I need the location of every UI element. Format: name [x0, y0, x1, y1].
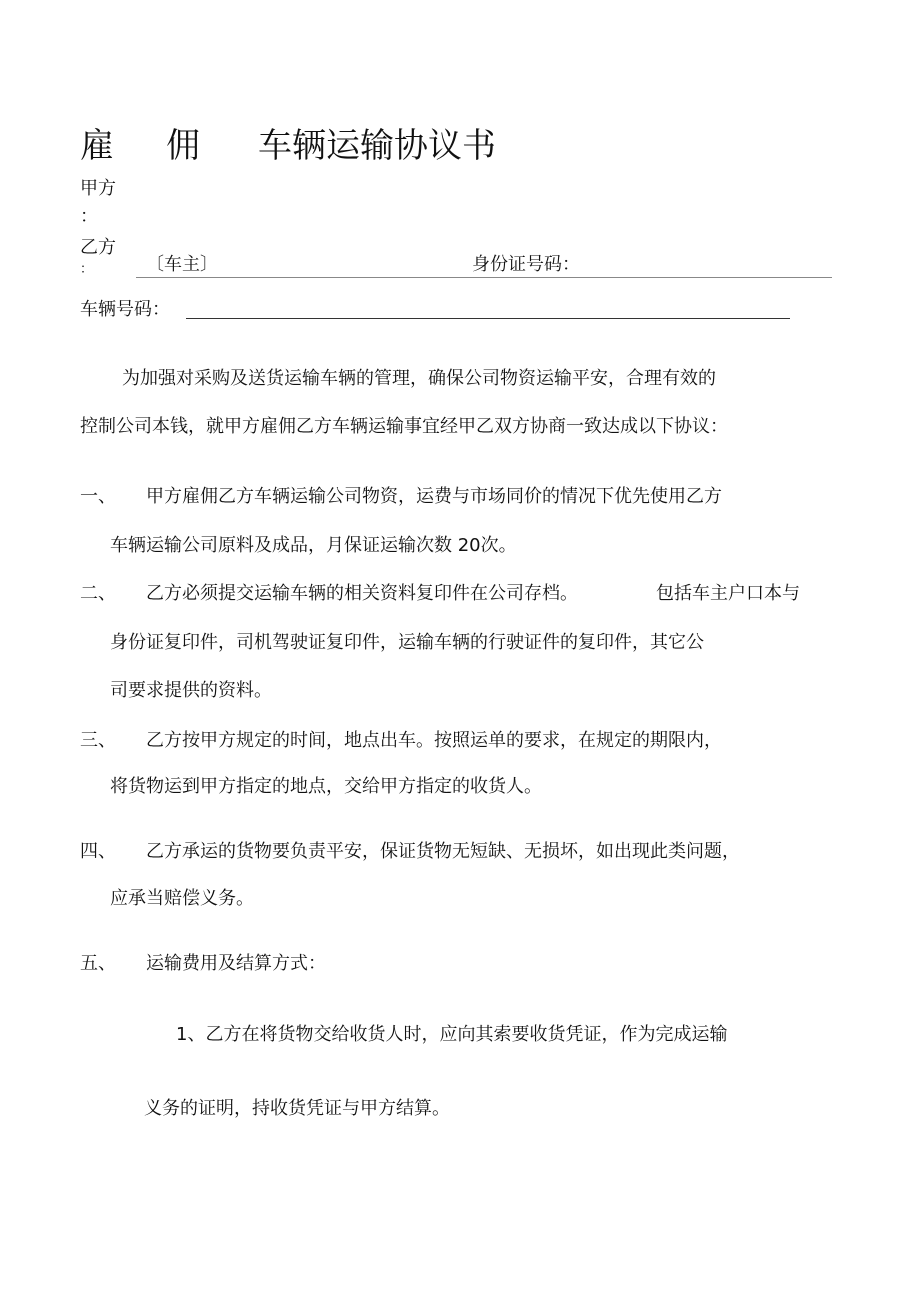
clause-5-line-1: 运输费用及结算方式：	[146, 953, 326, 974]
vehicle-number-label: 车辆号码：	[80, 299, 170, 320]
clause-3-line-2: 将货物运到甲方指定的地点，交给甲方指定的收货人。	[110, 776, 542, 797]
party-b-owner-note: 〔车主〕	[146, 254, 218, 275]
clause-1-number: 一、	[80, 486, 116, 507]
clause-2-number: 二、	[80, 583, 116, 604]
title-char-2: 佣	[166, 126, 200, 166]
clause-3-line-1: 乙方按甲方规定的时间，地点出车。按照运单的要求，在规定的期限内，	[146, 730, 722, 751]
clause-2-line-3: 司要求提供的资料。	[110, 680, 272, 701]
clause-3-number: 三、	[80, 730, 116, 751]
party-b-colon: ：	[80, 262, 94, 277]
clause-5-number: 五、	[80, 953, 116, 974]
clause-1-line-2: 车辆运输公司原料及成品，月保证运输次数 20次。	[110, 535, 517, 556]
document-title: 车辆运输协议书	[258, 126, 496, 166]
party-b-id-label: 身份证号码：	[472, 254, 580, 275]
clause-4-line-2: 应承当赔偿义务。	[110, 888, 254, 909]
clause-2-line-1b: 包括车主户口本与	[656, 583, 800, 604]
party-a-colon: ：	[80, 206, 98, 227]
party-b-fill-line	[136, 277, 832, 278]
party-b-label: 乙方	[80, 237, 116, 258]
clause-4-number: 四、	[80, 841, 116, 862]
clause-4-line-1: 乙方承运的货物要负责平安，保证货物无短缺、无损坏，如出现此类问题，	[146, 841, 740, 862]
vehicle-number-fill-line	[186, 318, 790, 319]
clause-2-line-2: 身份证复印件，司机驾驶证复印件，运输车辆的行驶证件的复印件，其它公	[110, 632, 704, 653]
sub-item-1-line-1: 1、乙方在将货物交给收货人时，应向其索要收货凭证，作为完成运输	[176, 1024, 728, 1045]
clause-2-line-1a: 乙方必须提交运输车辆的相关资料复印件在公司存档。	[146, 583, 578, 604]
intro-line-2: 控制公司本钱，就甲方雇佣乙方车辆运输事宜经甲乙双方协商一致达成以下协议：	[80, 416, 728, 437]
sub-item-1-line-2: 义务的证明，持收货凭证与甲方结算。	[144, 1098, 450, 1119]
title-char-1: 雇	[80, 126, 114, 166]
clause-1-line-1: 甲方雇佣乙方车辆运输公司物资，运费与市场同价的情况下优先使用乙方	[146, 486, 722, 507]
party-a-label: 甲方	[80, 178, 116, 199]
intro-line-1: 为加强对采购及送货运输车辆的管理，确保公司物资运输平安，合理有效的	[122, 368, 716, 389]
